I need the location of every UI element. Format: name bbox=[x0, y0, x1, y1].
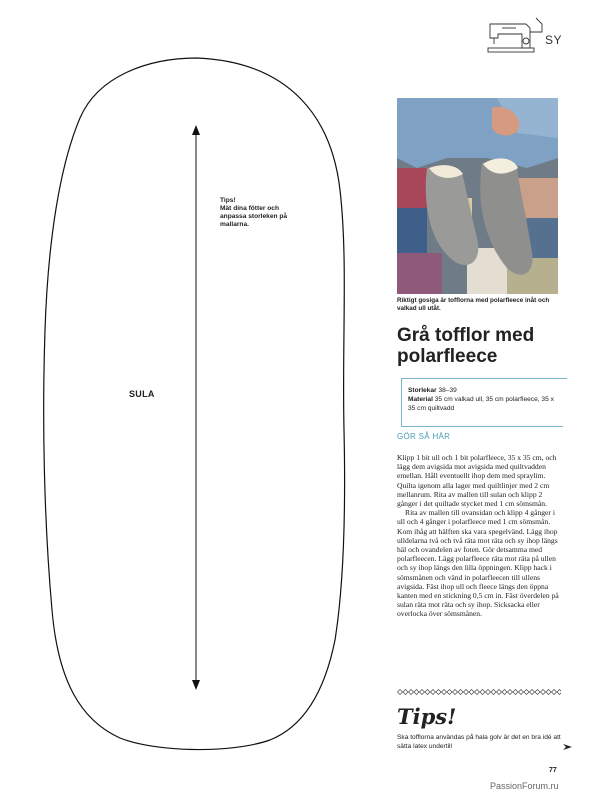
page-number: 77 bbox=[549, 767, 557, 774]
material-label: Material bbox=[408, 396, 433, 403]
size-label: Storlekar bbox=[408, 387, 437, 394]
watermark: PassionForum.ru bbox=[490, 781, 559, 791]
article-title: Grå tofflor med polarfleece bbox=[397, 325, 535, 367]
howto-heading: GÖR SÅ HÄR bbox=[397, 432, 451, 441]
instructions-paragraph-1: Klipp 1 bit ull och 1 bit polarfleece, 35 x 35 cm, och lägg dem avigsida mot avigsida med quiltvadden emellan. Håll eventuellt ihop dem med spraylim. Quilta igenom alla lager med quiltlinjer med 2 cm mellanrum. Rita av mallen till sulan och klipp 2 gånger i det quiltade stycket med 1 cm sömsmån. bbox=[397, 453, 557, 509]
size-value: 38–39 bbox=[438, 387, 457, 394]
decorative-divider bbox=[397, 688, 561, 696]
arrow-head-bottom bbox=[192, 680, 200, 690]
specs-box bbox=[401, 378, 563, 427]
photo-caption: Riktigt gosiga är tofflorna med polarfleece inåt och valkad ull utåt. bbox=[397, 297, 550, 312]
arrow-right-icon bbox=[563, 742, 575, 752]
sole-outline bbox=[44, 58, 345, 750]
material-value: 35 cm valkad ull, 35 cm polarfleece, 35 x 35 cm quiltvadd bbox=[408, 396, 554, 412]
instructions bbox=[397, 453, 559, 619]
slipper-photo bbox=[397, 98, 558, 294]
pattern-tip: Tips! Mät dina fötter och anpassa storleken på mallarna. bbox=[220, 197, 288, 228]
sole-label: SULA bbox=[129, 389, 155, 399]
sewing-machine-icon bbox=[486, 14, 544, 54]
section-label: SY bbox=[545, 33, 563, 47]
section-tag bbox=[486, 14, 582, 54]
tips-heading: Tips! bbox=[397, 704, 457, 729]
arrow-head-top bbox=[192, 125, 200, 135]
instructions-paragraph-2: Rita av mallen till ovansidan och klipp 4 gånger i ull och 4 gånger i polarfleece med 1 cm sömsmån. Kom ihåg att hälften ska vara spegelvänd. Lägg ihop ulldelarna två och två räta mot räta och sy ihop längs häl och ovandelen av foten. Gör detsamma med polarfleecen. Lägg polarfleece räta mot räta på ullen och sy ihop längs den lilla öppningen. Klipp hack i sömsmånen och vänd in polarfleecen till ullens avigsida. Fäst ihop ull och fleece längs den öppna kanten med en stickning 0,5 cm in. Fäst överdelen på sulan räta mot räta och sy ihop. Sicksacka eller overlocka över sömsmånen. bbox=[397, 508, 559, 619]
tips-text: Ska tofflorna användas på hala golv är det en bra idé att sätta latex undertill bbox=[397, 734, 561, 750]
